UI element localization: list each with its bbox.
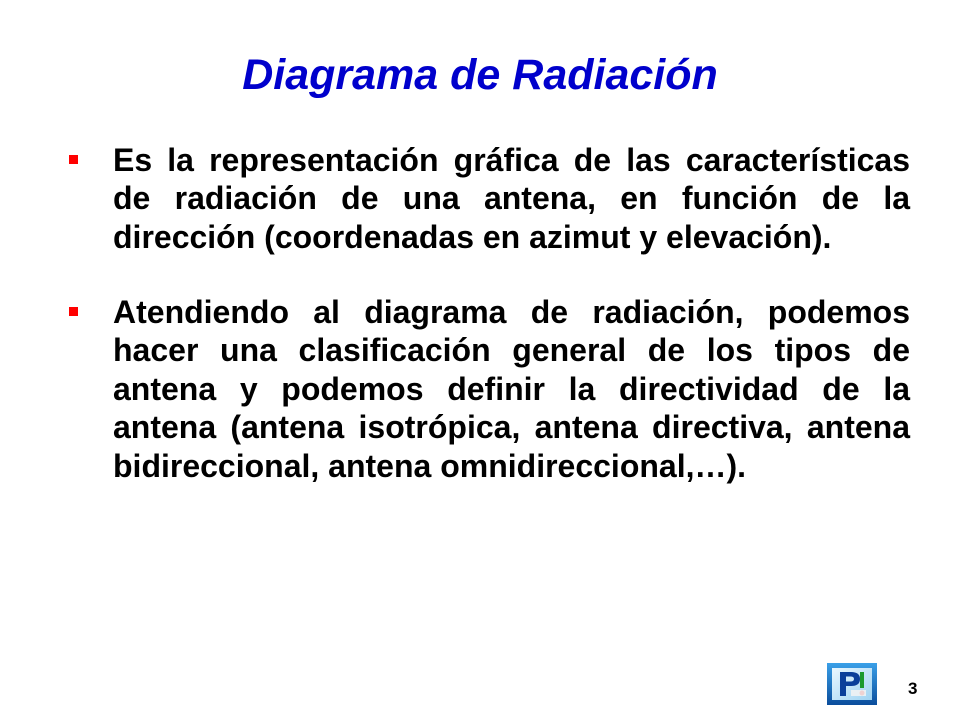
bullet-paragraph-1 xyxy=(113,141,910,256)
logo-icon[interactable] xyxy=(827,663,877,705)
bullet-paragraph-2 xyxy=(113,293,910,485)
bullet-line: de radiación de una antena, en función de la xyxy=(113,180,910,217)
bullet-line: bidireccional, antena omnidireccional,…). xyxy=(113,447,747,484)
bullet-line: Atendiendo al diagrama de radiación, podemos xyxy=(113,294,910,330)
square-bullet-icon xyxy=(69,307,78,316)
square-bullet-icon xyxy=(69,155,78,164)
slide-title: Diagrama de Radiación xyxy=(242,51,718,99)
bullet-line: Es la representación gráfica de las características xyxy=(113,142,910,178)
bullet-line: antena (antena isotrópica, antena directiva, antena xyxy=(113,409,910,446)
bullet-line: hacer una clasificación general de los tipos de xyxy=(113,332,910,369)
bullet-line: dirección (coordenadas en azimut y elevación). xyxy=(113,218,832,255)
bullet-line: antena y podemos definir la directividad de la xyxy=(113,370,910,407)
page-number: 3 xyxy=(908,679,918,698)
